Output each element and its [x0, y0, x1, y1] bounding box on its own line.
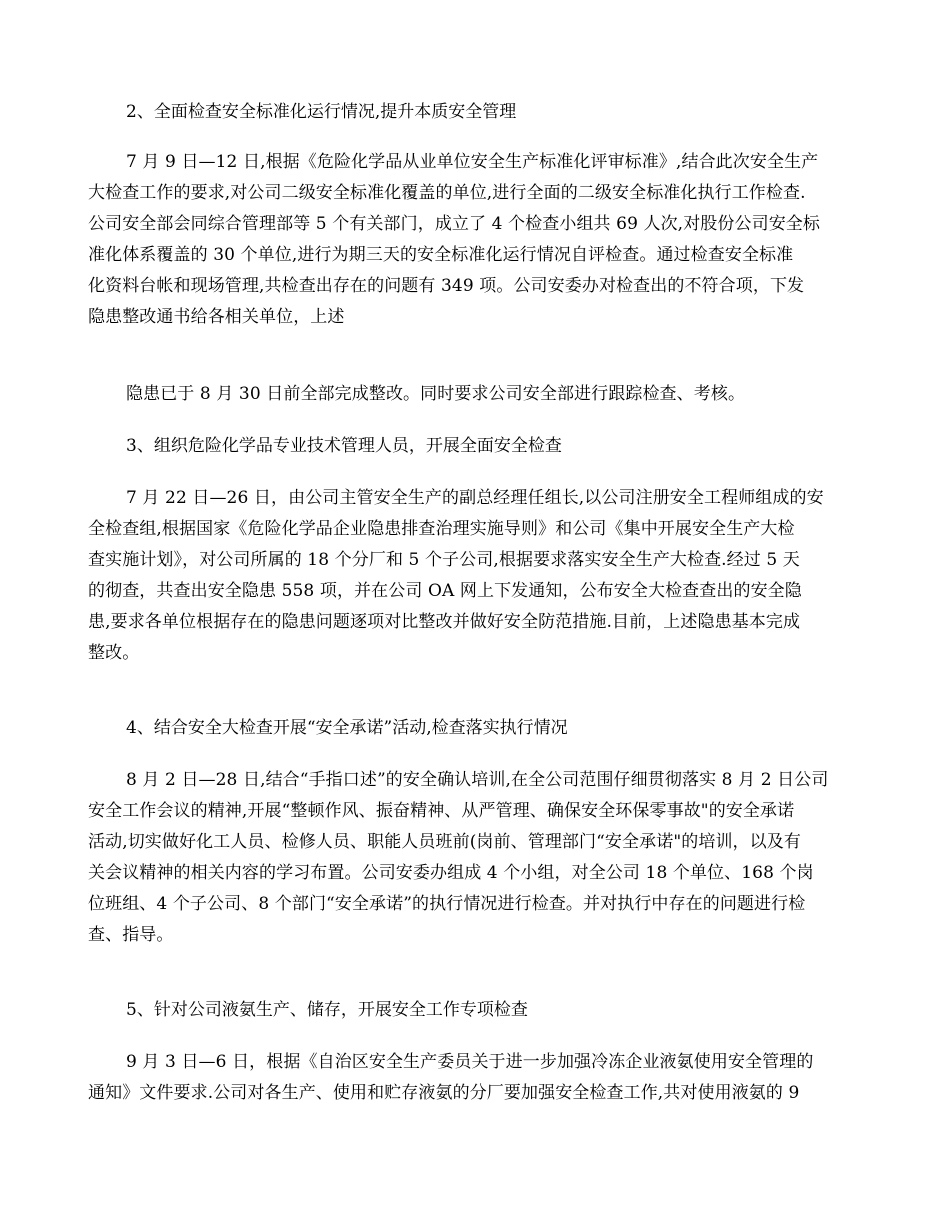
paragraph-line: 化资料台帐和现场管理,共检查出存在的问题有 349 项。公司安委办对检查出的不符合项，下发 [88, 276, 805, 296]
section-5-paragraph-1 [88, 1047, 863, 1109]
section-heading-5: 5、针对公司液氨生产、储存，开展安全工作专项检查 [126, 1000, 528, 1020]
paragraph-line: 查实施计划》，对公司所属的 18 个分厂和 5 个子公司,根据要求落实安全生产大检查.经过 5 天 [88, 550, 800, 570]
section-3-paragraph-1 [88, 483, 863, 669]
paragraph-line: 患,要求各单位根据存在的隐患问题逐项对比整改并做好安全防范措施.目前，上述隐患基本完成 [88, 612, 801, 632]
paragraph-line: 关会议精神的相关内容的学习布置。公司安委办组成 4 个小组，对全公司 18 个单位、168 个岗 [88, 863, 814, 883]
section-heading-4: 4、结合安全大检查开展“安全承诺”活动,检查落实执行情况 [126, 718, 568, 738]
paragraph-line: 整改。 [88, 643, 140, 663]
section-heading-2: 2、全面检查安全标准化运行情况,提升本质安全管理 [126, 102, 517, 122]
paragraph-line: 隐患已于 8 月 30 日前全部完成整改。同时要求公司安全部进行跟踪检查、考核。 [126, 384, 746, 404]
paragraph-line: 活动,切实做好化工人员、检修人员、职能人员班前(岗前、管理部门“安全承诺"的培训，以及有 [88, 832, 801, 852]
paragraph-line: 安全工作会议的精神,开展“整顿作风、振奋精神、从严管理、确保安全环保零事故"的安全承诺 [88, 801, 795, 821]
section-2-paragraph-2 [88, 379, 863, 410]
paragraph-line: 隐患整改通书给各相关单位，上述 [88, 307, 345, 327]
paragraph-line: 7 月 9 日—12 日,根据《危险化学品从业单位安全生产标准化评审标准》,结合此次安全生产 [126, 152, 819, 172]
paragraph-line: 准化体系覆盖的 30 个单位,进行为期三天的安全标准化运行情况自评检查。通过检查安全标准 [88, 245, 794, 265]
section-2-paragraph-1 [88, 147, 863, 333]
paragraph-line: 7 月 22 日—26 日，由公司主管安全生产的副总经理任组长,以公司注册安全工程师组成的安 [126, 488, 824, 508]
paragraph-line: 公司安全部会同综合管理部等 5 个有关部门，成立了 4 个检查小组共 69 人次,对股份公司安全标 [88, 214, 820, 234]
paragraph-line: 位班组、4 个子公司、8 个部门“安全承诺”的执行情况进行检查。并对执行中存在的问题进行检 [88, 894, 806, 914]
paragraph-line: 的彻查，共查出安全隐患 558 项，并在公司 OA 网上下发通知，公布安全大检查查出的安全隐 [88, 581, 802, 601]
paragraph-line: 8 月 2 日—28 日,结合“手指口述”的安全确认培训,在全公司范围仔细贯彻落实 8 月 2 日公司 [126, 770, 829, 790]
paragraph-line: 通知》文件要求.公司对各生产、使用和贮存液氨的分厂要加强安全检查工作,共对使用液氨的 9 [88, 1083, 800, 1103]
section-4-paragraph-1 [88, 765, 863, 951]
paragraph-line: 查、指导。 [88, 925, 174, 945]
paragraph-line: 9 月 3 日—6 日，根据《自治区安全生产委员关于进一步加强冷冻企业液氨使用安全管理的 [126, 1052, 814, 1072]
paragraph-line: 全检查组,根据国家《危险化学品企业隐患排查治理实施导则》和公司《集中开展安全生产大检 [88, 519, 795, 539]
section-heading-3: 3、组织危险化学品专业技术管理人员，开展全面安全检查 [126, 436, 562, 456]
paragraph-line: 大检查工作的要求,对公司二级安全标准化覆盖的单位,进行全面的二级安全标准化执行工作检查. [88, 183, 806, 203]
